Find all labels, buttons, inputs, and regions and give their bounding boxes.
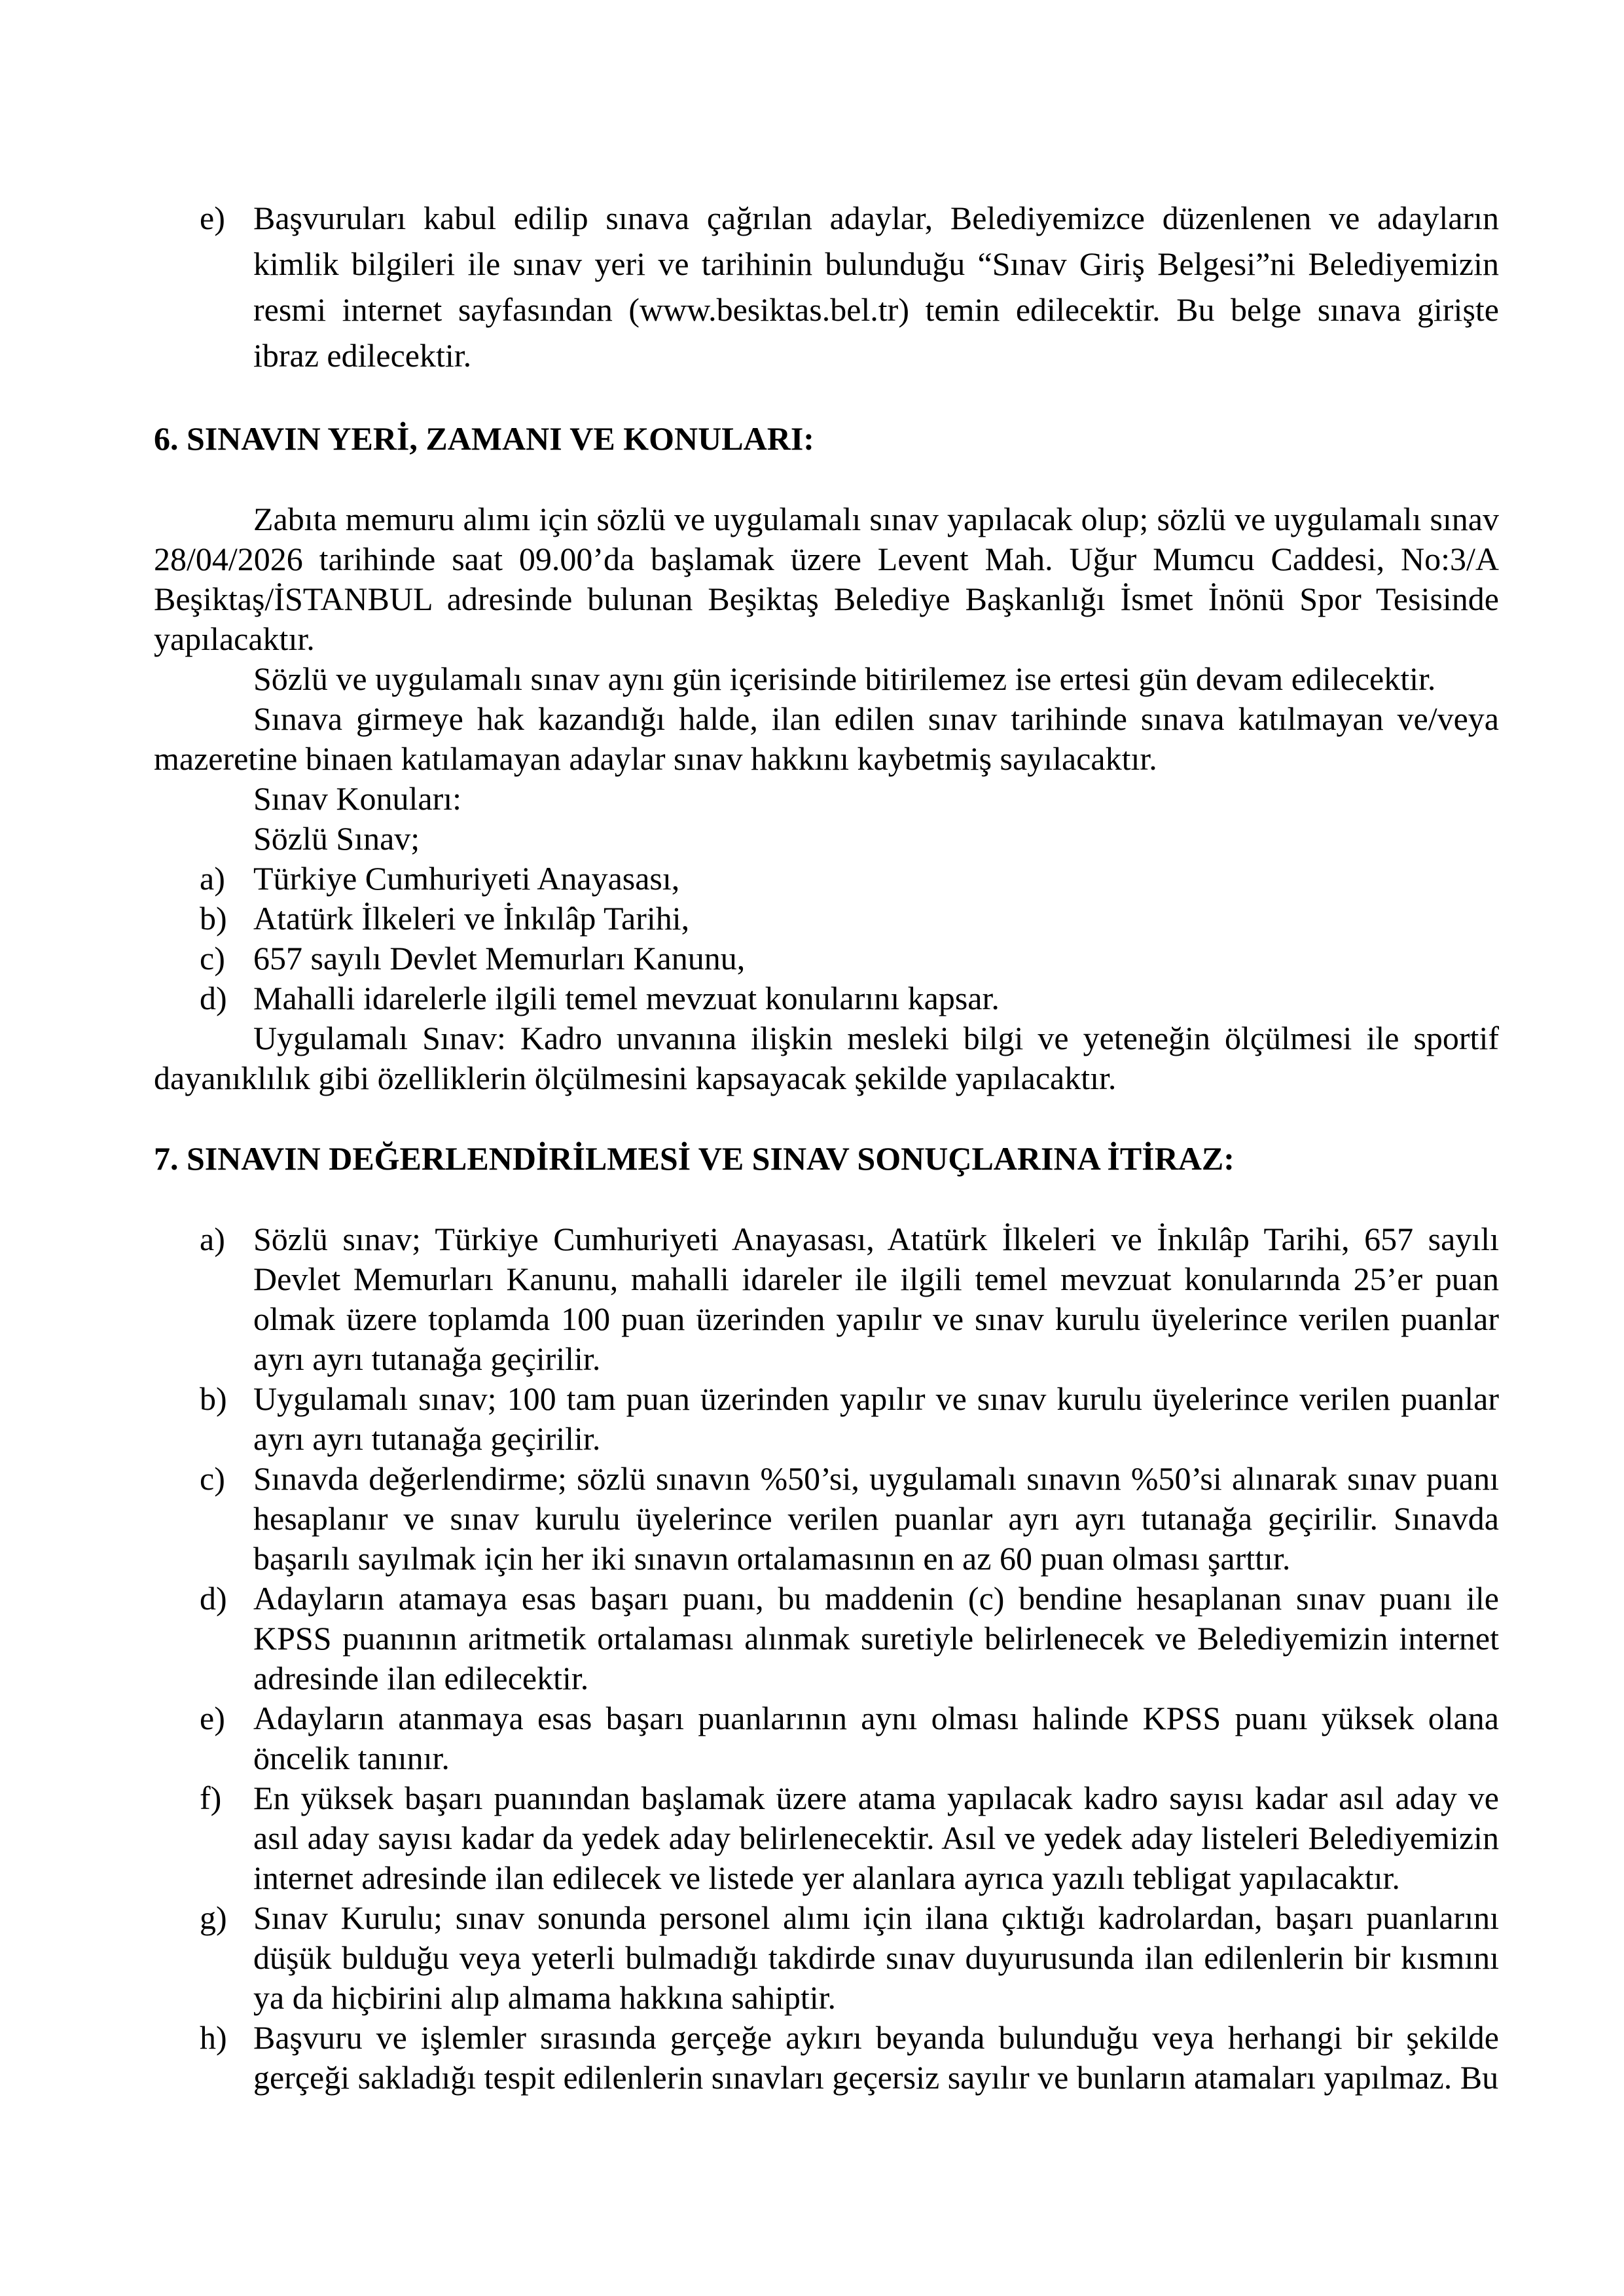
list-item-label: a) (200, 1221, 225, 1257)
list-item (154, 978, 1499, 1018)
list-item-text: 657 sayılı Devlet Memurları Kanunu, (253, 940, 746, 977)
paragraph: Sözlü ve uygulamalı sınav aynı gün içerisinde bitirilemez ise ertesi gün devam edilecektir. (253, 660, 1436, 697)
section-6-heading: 6. SINAVIN YERİ, ZAMANI VE KONULARI: (154, 420, 814, 457)
list-item (154, 939, 1499, 978)
list-item-label: d) (200, 1580, 227, 1617)
list-item-text: Başvuru ve işlemler sırasında gerçeğe aykırı beyanda bulunduğu veya herhangi bir şekilde gerçeği sakladığı tespit edilenlerin sınavları geçersiz sayılır ve bunların atamaları yapılmaz. Bu (253, 2019, 1499, 2096)
list-item-label: c) (200, 1460, 225, 1497)
list-item-text: Başvuruları kabul edilip sınava çağrılan adaylar, Belediyemizce düzenlenen ve adayların kimlik bilgileri ile sınav yeri ve tarihinin bulunduğu “Sınav Giriş Belgesi”ni Belediyemizin resmi internet sayfasından (www.besiktas.bel.tr) temin edilecektir. Bu belge sınava girişte ibraz edilecektir. (253, 200, 1499, 374)
paragraph: Sözlü Sınav; (253, 820, 420, 857)
paragraph: Uygulamalı Sınav: Kadro unvanına ilişkin mesleki bilgi ve yeteneğin ölçülmesi ile sportif dayanıklılık gibi özelliklerin ölçülmesini kapsayacak şekilde yapılacaktır. (154, 1020, 1499, 1096)
paragraph: Zabıta memuru alımı için sözlü ve uygulamalı sınav yapılacak olup; sözlü ve uygulamalı sınav 28/04/2026 tarihinde saat 09.00’da başlamak üzere Levent Mah. Uğur Mumcu Caddesi, No:3/A Beşiktaş/İSTANBUL adresinde bulunan Beşiktaş Belediye Başkanlığı İsmet İnönü Spor Tesisinde yapılacaktır. (154, 501, 1499, 657)
list-item-label: f) (200, 1780, 222, 1816)
list-item-label: d) (200, 980, 227, 1016)
list-item-text: Uygulamalı sınav; 100 tam puan üzerinden yapılır ve sınav kurulu üyelerince verilen puanlar ayrı ayrı tutanağa geçirilir. (253, 1380, 1499, 1457)
list-item (154, 1459, 1499, 1579)
list-item-label: e) (200, 200, 225, 236)
list-item (154, 195, 1499, 378)
list-item-text: Adayların atanmaya esas başarı puanlarının aynı olması halinde KPSS puanı yüksek olana öncelik tanınır. (253, 1700, 1499, 1776)
list-item-text: Mahalli idarelerle ilgili temel mevzuat konularını kapsar. (253, 980, 1000, 1016)
paragraph: Sınava girmeye hak kazandığı halde, ilan edilen sınav tarihinde sınava katılmayan ve/veya mazeretine binaen katılamayan adaylar sınav hakkını kaybetmiş sayılacaktır. (154, 700, 1499, 777)
list-item (154, 1579, 1499, 1698)
list-item-text: Adayların atamaya esas başarı puanı, bu maddenin (c) bendine hesaplanan sınav puanı ile KPSS puanının aritmetik ortalaması alınmak suretiyle belirlenecek ve Belediyemizin internet adresinde ilan edilecektir. (253, 1580, 1499, 1696)
list-item-label: a) (200, 860, 225, 897)
list-item-text: Sınavda değerlendirme; sözlü sınavın %50’si, uygulamalı sınavın %50’si alınarak sınav puanı hesaplanır ve sınav kurulu üyelerince verilen puanlar ayrı ayrı tutanağa geçirilir. Sınavda başarılı sayılmak için her iki sınavın ortalamasının en az 60 puan olması şarttır. (253, 1460, 1499, 1577)
list-item-label: c) (200, 940, 225, 977)
list-item-label: g) (200, 1899, 227, 1936)
list-item (154, 1778, 1499, 1898)
list-item-label: b) (200, 1380, 227, 1417)
list-item (154, 859, 1499, 899)
paragraph: Sınav Konuları: (253, 780, 462, 817)
list-item-label: e) (200, 1700, 225, 1736)
list-item (154, 1898, 1499, 2018)
list-item-label: h) (200, 2019, 227, 2056)
list-item-text: En yüksek başarı puanından başlamak üzere atama yapılacak kadro sayısı kadar asıl aday ve asıl aday sayısı kadar da yedek aday belirlenecektir. Asıl ve yedek aday listeleri Belediyemizin internet adresinde ilan edilecek ve listede yer alanlara ayrıca yazılı tebligat yapılacaktır. (253, 1780, 1499, 1896)
evaluation-rules-list (154, 1219, 1499, 2098)
list-item-label: b) (200, 900, 227, 937)
section-7-heading: 7. SINAVIN DEĞERLENDİRİLMESİ VE SINAV SONUÇLARINA İTİRAZ: (154, 1140, 1235, 1177)
list-item (154, 1379, 1499, 1459)
list-item (154, 2018, 1499, 2098)
list-item (154, 1219, 1499, 1379)
list-item (154, 899, 1499, 939)
list-item (154, 1698, 1499, 1778)
list-item-text: Türkiye Cumhuriyeti Anayasası, (253, 860, 680, 897)
list-item-text: Sözlü sınav; Türkiye Cumhuriyeti Anayasası, Atatürk İlkeleri ve İnkılâp Tarihi, 657 sayılı Devlet Memurları Kanunu, mahalli idareler ile ilgili temel mevzuat konularında 25’er puan olmak üzere toplamda 100 puan üzerinden yapılır ve sınav kurulu üyelerince verilen puanlar ayrı ayrı tutanağa geçirilir. (253, 1221, 1499, 1377)
list-item-text: Sınav Kurulu; sınav sonunda personel alımı için ilana çıktığı kadrolardan, başarı puanlarını düşük bulduğu veya yeterli bulmadığı takdirde sınav duyurusunda ilan edilenlerin bir kısmını ya da hiçbirini alıp almama hakkına sahiptir. (253, 1899, 1499, 2016)
list-item-text: Atatürk İlkeleri ve İnkılâp Tarihi, (253, 900, 690, 937)
exam-topics-list (154, 859, 1499, 1018)
